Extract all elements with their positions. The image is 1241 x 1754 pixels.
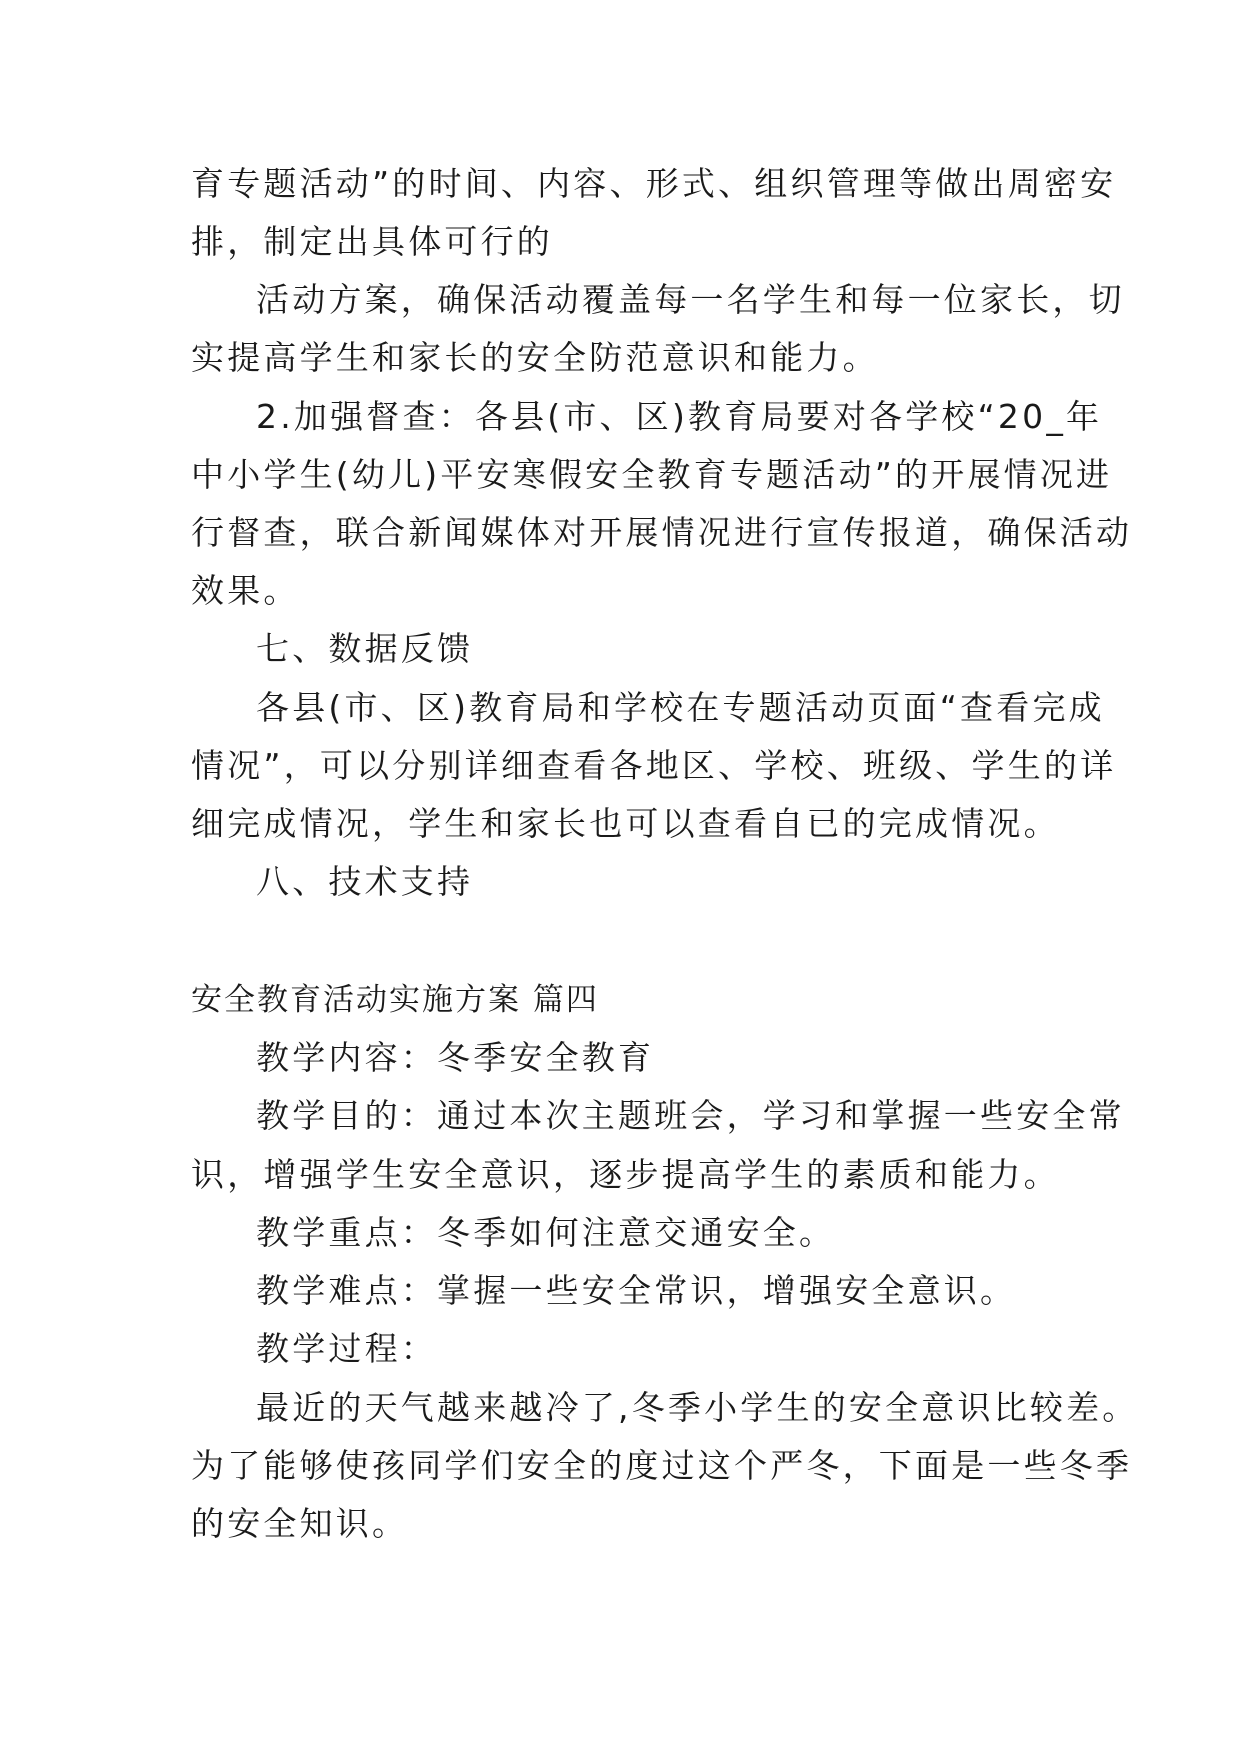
article-heading: 安全教育活动实施方案 篇四 <box>191 982 599 1018</box>
teaching-difficulty: 教学难点：掌握一些安全常识，增强安全意识。 <box>256 1271 1017 1310</box>
text-line: 育专题活动”的时间、内容、形式、组织管理等做出周密安 <box>191 164 1117 203</box>
text-line: 情况”，可以分别详细查看各地区、学校、班级、学生的详 <box>191 746 1117 785</box>
text-line: 实提高学生和家长的安全防范意识和能力。 <box>191 338 879 377</box>
text-line: 活动方案，确保活动覆盖每一名学生和每一位家长，切 <box>256 280 1125 319</box>
text-line: 2.加强督查：各县(市、区)教育局要对各学校“20_年 <box>256 397 1103 436</box>
text-line: 中小学生(幼儿)平安寒假安全教育专题活动”的开展情况进 <box>191 455 1113 494</box>
teaching-goal: 教学目的：通过本次主题班会，学习和掌握一些安全常 <box>256 1096 1125 1135</box>
section-heading-tech-support: 八、技术支持 <box>256 862 474 901</box>
teaching-content: 教学内容：冬季安全教育 <box>256 1038 655 1077</box>
text-line: 识，增强学生安全意识，逐步提高学生的素质和能力。 <box>191 1155 1060 1194</box>
section-heading-data-feedback: 七、数据反馈 <box>256 629 474 668</box>
text-line: 效果。 <box>191 571 300 610</box>
text-line: 的安全知识。 <box>191 1504 409 1543</box>
text-line: 各县(市、区)教育局和学校在专题活动页面“查看完成 <box>256 688 1105 727</box>
text-line: 最近的天气越来越冷了,冬季小学生的安全意识比较差。 <box>256 1388 1139 1427</box>
text-line: 行督查，联合新闻媒体对开展情况进行宣传报道，确保活动 <box>191 513 1133 552</box>
teaching-process: 教学过程： <box>256 1329 437 1368</box>
text-line: 细完成情况，学生和家长也可以查看自已的完成情况。 <box>191 804 1060 843</box>
text-line: 排，制定出具体可行的 <box>191 222 553 261</box>
teaching-focus: 教学重点：冬季如何注意交通安全。 <box>256 1213 836 1252</box>
text-line: 为了能够使孩同学们安全的度过这个严冬，下面是一些冬季 <box>191 1446 1133 1485</box>
